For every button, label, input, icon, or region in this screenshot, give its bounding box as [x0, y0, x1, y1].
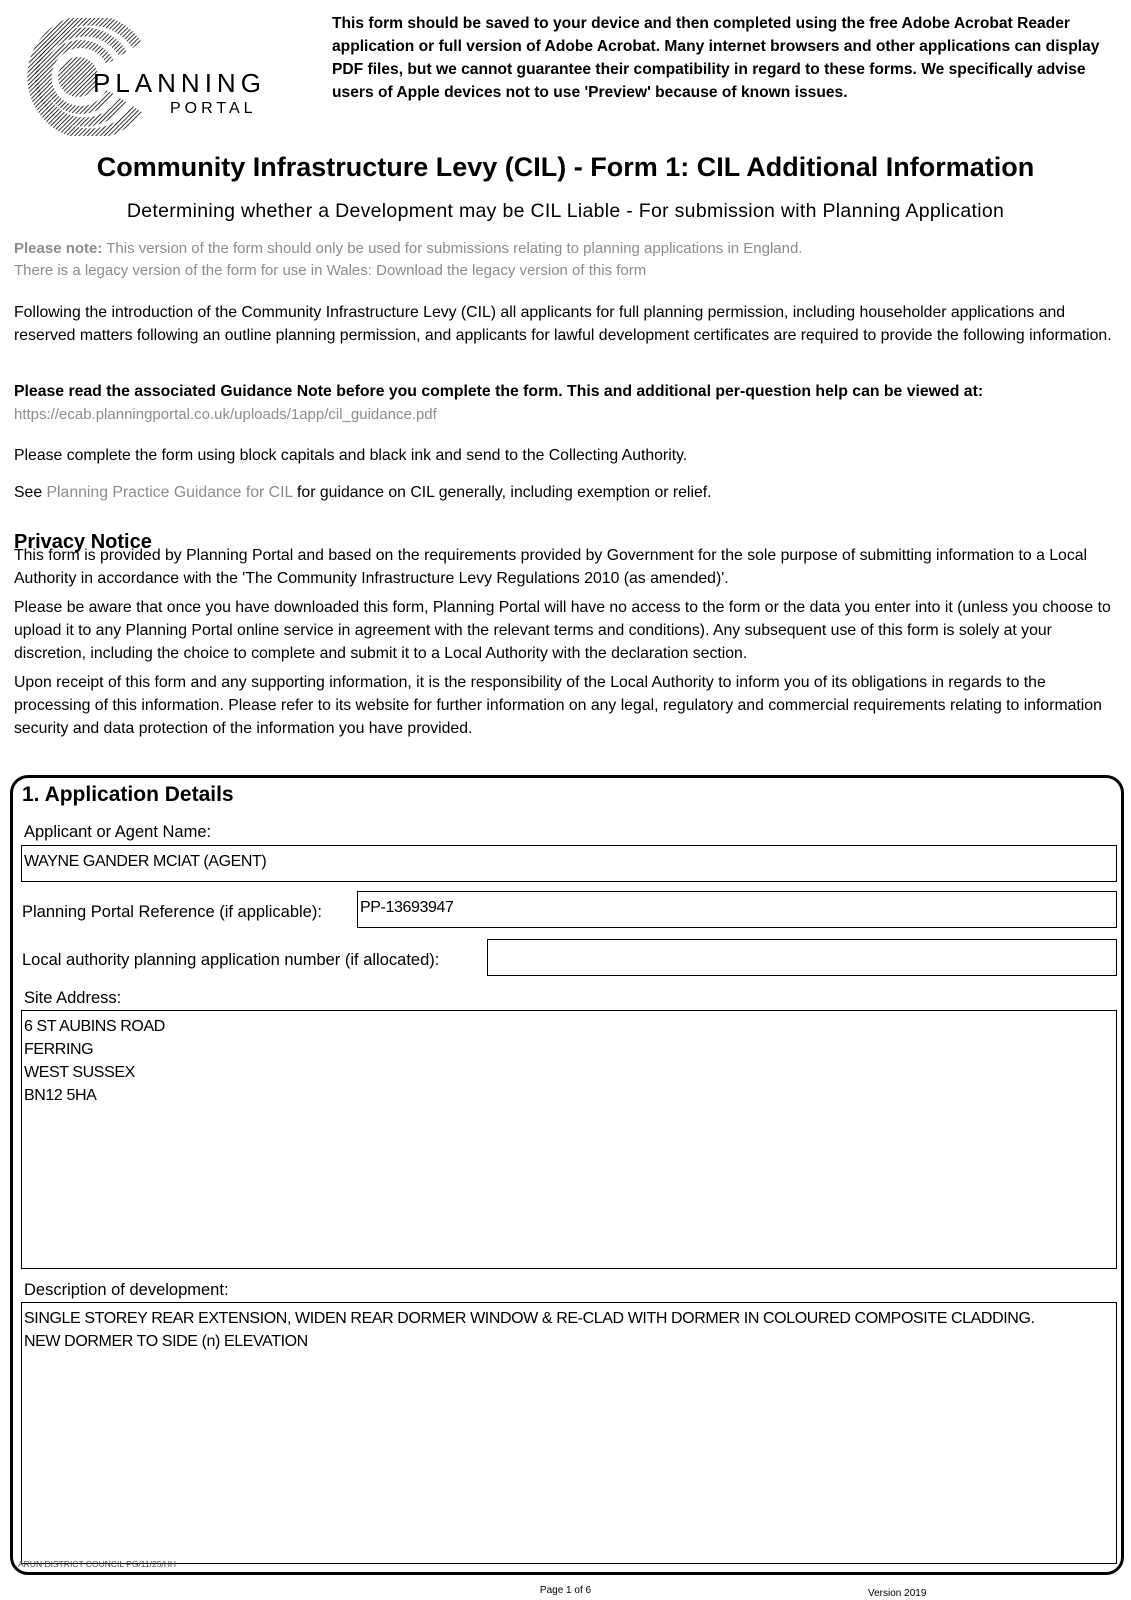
application-details-heading: 1. Application Details: [22, 783, 234, 806]
logo-word-planning: PLANNING: [93, 68, 266, 98]
notice-line-1: [14, 238, 1114, 260]
privacy-text-2: Please be aware that once you have downloaded this form, Planning Portal will have no access to the form or the data you enter into it (unless you choose to upload it to any Planning Portal online service in agreement with the relevant terms and conditions). Any subsequent use of this form is solely at your discretion, including the choice to complete and submit it to a Local Authority with the declaration section.: [14, 599, 1111, 662]
privacy-paragraph-1: [14, 544, 1116, 590]
privacy-paragraph-3: [14, 671, 1116, 740]
privacy-notice-heading: Privacy Notice: [14, 531, 152, 553]
england-version-notice: [14, 238, 1114, 282]
council-stamp: ARUN DISTRICT COUNCIL PG/11/25/HH: [18, 1559, 177, 1569]
page-number: Page 1 of 6: [539, 1585, 592, 1596]
description-field[interactable]: SINGLE STOREY REAR EXTENSION, WIDEN REAR DORMER WINDOW & RE-CLAD WITH DORMER IN COLOURED COMPOSITE CLADDING. NEW DORMER TO SIDE (n) ELEVATION: [21, 1302, 1117, 1564]
notice-line-1-text: This version of the form should only be used for submissions relating to planning applications in England.: [102, 240, 803, 257]
page-title: Community Infrastructure Levy (CIL) - Form 1: CIL Additional Information: [96, 152, 1035, 182]
la-application-number-label: Local authority planning application number (if allocated):: [22, 951, 440, 969]
privacy-text-1: This form is provided by Planning Portal and based on the requirements provided by Government for the sole purpose of submitting information to a Local Authority in accordance with the 'The Community Infrastructure Levy Regulations 2010 (as amended)'.: [14, 547, 1088, 587]
guidance-text: Please read the associated Guidance Note before you complete the form. This and additional per-question help can be viewed at:: [14, 383, 984, 400]
planning-portal-reference-label: Planning Portal Reference (if applicable):: [22, 903, 322, 921]
privacy-paragraph-2: [14, 596, 1116, 665]
privacy-text-3: Upon receipt of this form and any supporting information, it is the responsibility of the Local Authority to inform you of its obligations in regards to the processing of this information. Please refer to its website for further information on any legal, regulatory and commercial requirements relating to information security and data protection of the information you have provided.: [14, 674, 1102, 737]
notice-line-2-text: There is a legacy version of the form for use in Wales:: [14, 262, 377, 279]
see-suffix: for guidance on CIL generally, including exemption or relief.: [292, 484, 712, 501]
planning-portal-logo: [18, 18, 288, 136]
page-subtitle: Determining whether a Development may be CIL Liable - For submission with Planning Application: [126, 200, 1005, 222]
intro-text: Following the introduction of the Community Infrastructure Levy (CIL) all applicants for full planning permission, including householder applications and reserved matters following an outline planning permission, and applicants for lawful development certificates are required to provide the following information.: [14, 304, 1112, 344]
compatibility-note: This form should be saved to your device and then completed using the free Adobe Acrobat Reader application or full version of Adobe Acrobat. Many internet browsers and other applications can display PDF files, but we cannot guarantee their compatibility in regard to these forms. We specifically advise users of Apple devices not to use 'Preview' because of known issues.: [332, 15, 1100, 101]
logo-word-portal: PORTAL: [170, 100, 257, 117]
planning-portal-reference-field[interactable]: PP-13693947: [357, 891, 1117, 928]
la-application-number-field[interactable]: [487, 939, 1117, 976]
guidance-url-link[interactable]: https://ecab.planningportal.co.uk/uploads/1app/cil_guidance.pdf: [14, 406, 437, 423]
site-address-label: Site Address:: [24, 989, 122, 1007]
cil-guidance-paragraph: [14, 481, 1116, 504]
site-address-field[interactable]: 6 ST AUBINS ROAD FERRING WEST SUSSEX BN12 5HA: [21, 1010, 1117, 1269]
notice-prefix: Please note:: [14, 240, 103, 257]
logo-emblem-icon: [18, 18, 288, 136]
instruction-text: Please complete the form using block capitals and black ink and send to the Collecting Authority.: [14, 447, 688, 464]
instruction-paragraph: [14, 444, 1116, 467]
version-label: Version 2019: [868, 1588, 927, 1599]
planning-practice-guidance-link[interactable]: Planning Practice Guidance for CIL: [46, 484, 293, 501]
guidance-paragraph: [14, 380, 1116, 426]
description-label: Description of development:: [24, 1281, 229, 1299]
intro-paragraph: [14, 301, 1116, 347]
notice-line-2: [14, 260, 1114, 282]
legacy-form-download-link[interactable]: Download the legacy version of this form: [376, 262, 647, 279]
applicant-name-field[interactable]: WAYNE GANDER MCIAT (AGENT): [21, 845, 1117, 882]
see-prefix: See: [14, 484, 47, 501]
applicant-name-label: Applicant or Agent Name:: [24, 823, 212, 841]
